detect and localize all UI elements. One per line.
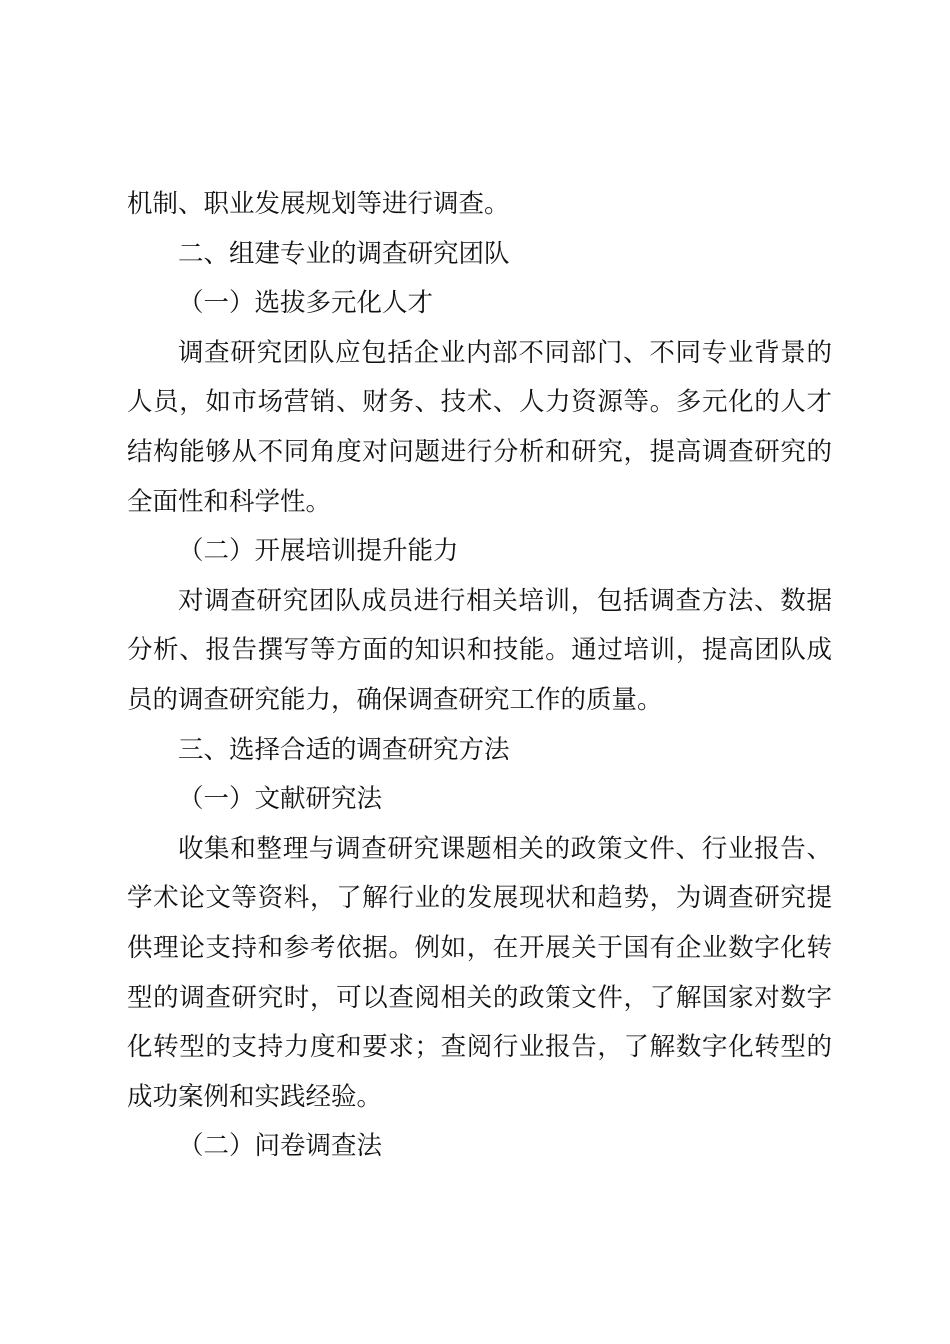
subsection-heading-3-1: （一）文献研究法 (178, 784, 383, 815)
section-heading-2: 二、组建专业的调查研究团队 (178, 238, 510, 269)
document-body (127, 180, 832, 1172)
subsection-heading-3-2: （二）问卷调查法 (178, 1131, 383, 1162)
paragraph-training: 对调查研究团队成员进行相关培训，包括调查方法、数据分析、报告撰写等方面的知识和技能。通过培训，提高团队成员的调查研究能力，确保调查研究工作的质量。 (127, 585, 832, 715)
subsection-heading-2-1: （一）选拔多元化人才 (178, 288, 434, 319)
paragraph-literature-research: 收集和整理与调查研究课题相关的政策文件、行业报告、学术论文等资料，了解行业的发展现状和趋势，为调查研究提供理论支持和参考依据。例如，在开展关于国有企业数字化转型的调查研究时，可以查阅相关的政策文件，了解国家对数字化转型的支持力度和要求；查阅行业报告，了解数字化转型的成功案例和实践经验。 (127, 833, 832, 1112)
section-heading-3: 三、选择合适的调查研究方法 (178, 734, 510, 765)
paragraph-continuation: 机制、职业发展规划等进行调查。 (127, 189, 510, 219)
paragraph-team-composition: 调查研究团队应包括企业内部不同部门、不同专业背景的人员，如市场营销、财务、技术、人力资源等。多元化的人才结构能够从不同角度对问题进行分析和研究，提高调查研究的全面性和科学性。 (127, 337, 832, 517)
subsection-heading-2-2: （二）开展培训提升能力 (178, 536, 459, 567)
